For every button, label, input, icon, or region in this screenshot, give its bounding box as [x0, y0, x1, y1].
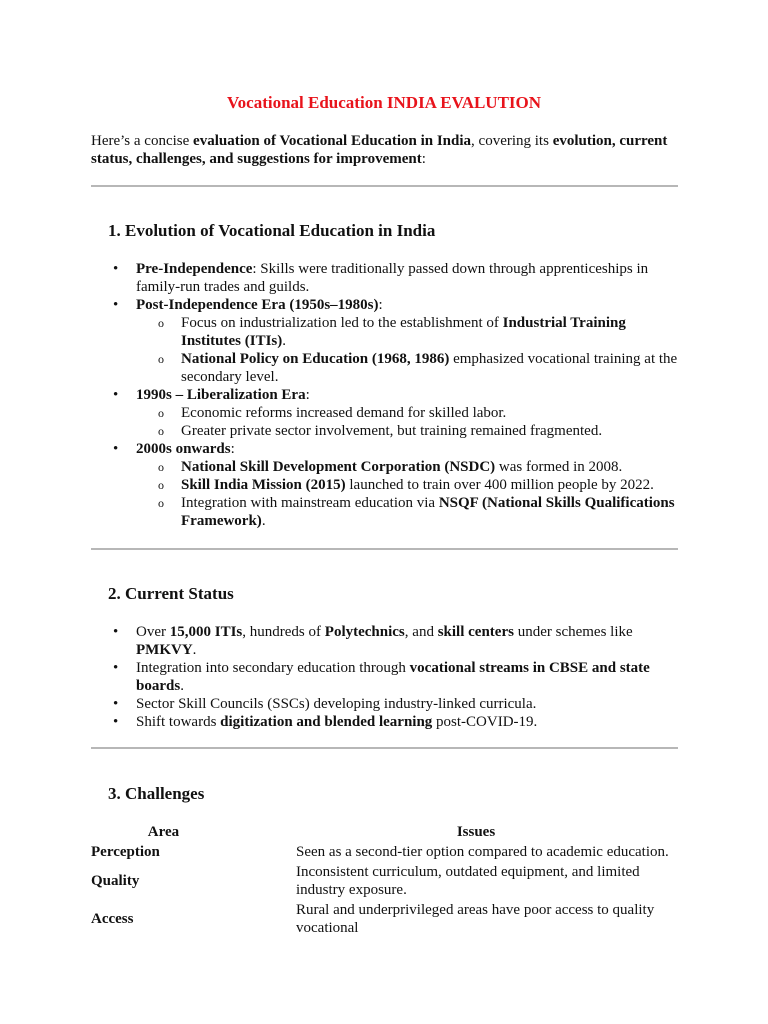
item-text: . [261, 513, 266, 529]
current-status-list [91, 623, 681, 731]
table-row [91, 900, 671, 938]
sub-list-item [136, 314, 681, 350]
column-header-issues: Issues [456, 824, 496, 840]
list-item [91, 659, 681, 695]
area-label: Quality [91, 873, 140, 889]
item-text: was formed in 2008. [495, 459, 623, 475]
table-row [91, 862, 671, 900]
item-label: Post-Independence Era (1950s–1980s) [136, 297, 379, 313]
sub-list-item [136, 494, 681, 530]
intro-text: Here’s a concise [91, 133, 194, 149]
item-text: Integration with mainstream education via [181, 495, 439, 511]
sub-list-item [136, 458, 681, 476]
item-text: Focus on industrialization led to the establishment of [181, 315, 503, 331]
table-cell-issue: Rural and underprivileged areas have poor access to quality vocational [296, 902, 655, 936]
item-label: Pre-Independence [136, 261, 253, 277]
sub-list-item: o Greater private sector involvement, but training remained fragmented. [136, 422, 681, 440]
item-text: emphasized vocational training at the secondary level. [181, 351, 678, 385]
challenges-table [91, 822, 671, 938]
item-text: . [180, 678, 184, 694]
list-item [91, 440, 681, 530]
intro-text: : [421, 151, 426, 167]
item-text: : [378, 297, 383, 313]
list-item [91, 296, 681, 386]
item-bold: PMKVY [136, 642, 193, 658]
area-label: Perception [91, 844, 160, 860]
item-bold: digitization and blended learning [220, 714, 433, 730]
table-cell-issue: Seen as a second-tier option compared to academic education. [296, 844, 669, 860]
item-text: Integration into secondary education through [136, 660, 410, 676]
table-row [91, 842, 671, 862]
item-text: . [282, 333, 287, 349]
sub-list-item [136, 476, 681, 494]
sub-list-item: o Economic reforms increased demand for skilled labor. [136, 404, 681, 422]
item-text: under schemes like [513, 624, 633, 640]
item-text: , and [404, 624, 438, 640]
sub-list [136, 458, 681, 530]
item-text: : Skills were traditionally passed down through apprenticeships in family-run trades and guilds. [136, 261, 649, 295]
area-label: Access [91, 911, 134, 927]
item-text: post-COVID-19. [432, 714, 538, 730]
item-bold: National Skill Development Corporation (NSDC) [181, 459, 496, 475]
item-bold: vocational streams in CBSE and state boards [136, 660, 650, 694]
evolution-list [91, 260, 681, 530]
intro-text: , covering its [471, 133, 553, 149]
horizontal-rule [91, 548, 678, 550]
table-cell-issue: Inconsistent curriculum, outdated equipment, and limited industry exposure. [296, 864, 640, 898]
sub-list [136, 404, 681, 440]
item-bold: NSQF (National Skills Qualifications Framework) [181, 495, 675, 529]
intro-bold: evaluation of Vocational Education in India [193, 133, 472, 149]
sub-list-item [136, 350, 681, 386]
item-bold: skill centers [437, 624, 514, 640]
list-item [91, 623, 681, 659]
item-label: 1990s – Liberalization Era [136, 387, 306, 403]
list-item [91, 260, 681, 296]
item-bold: 15,000 ITIs [169, 624, 243, 640]
list-item [91, 386, 681, 440]
table-cell-area [91, 862, 296, 900]
item-text: Over [136, 624, 170, 640]
item-text: Shift towards [136, 714, 221, 730]
table-cell-area [91, 900, 296, 938]
document-title: Vocational Education INDIA EVALUTION [226, 93, 542, 112]
item-bold: Industrial Training Institutes (ITIs) [181, 315, 626, 349]
item-label: 2000s onwards [136, 441, 231, 457]
item-text: : [305, 387, 310, 403]
column-header-area: Area [147, 824, 180, 840]
intro-paragraph [91, 132, 681, 168]
horizontal-rule [91, 747, 678, 749]
sub-list [136, 314, 681, 386]
section-heading-current-status: 2. Current Status [108, 584, 234, 603]
section-heading-challenges: 3. Challenges [108, 784, 205, 803]
intro-bold: evolution, current status, challenges, and suggestions for improvement [91, 133, 668, 167]
list-item: • Sector Skill Councils (SSCs) developing industry-linked curricula. [91, 695, 681, 713]
item-bold: Polytechnics [324, 624, 405, 640]
list-item [91, 713, 681, 731]
item-bold: Skill India Mission (2015) [181, 477, 346, 493]
item-text: launched to train over 400 million people by 2022. [345, 477, 654, 493]
item-bold: National Policy on Education (1968, 1986) [181, 351, 450, 367]
table-header-row [91, 822, 671, 842]
section-heading-evolution: 1. Evolution of Vocational Education in India [108, 221, 436, 240]
item-text: : [230, 441, 235, 457]
horizontal-rule [91, 185, 678, 187]
table-cell-area [91, 842, 296, 862]
item-text: , hundreds of [242, 624, 325, 640]
item-text: . [192, 642, 197, 658]
